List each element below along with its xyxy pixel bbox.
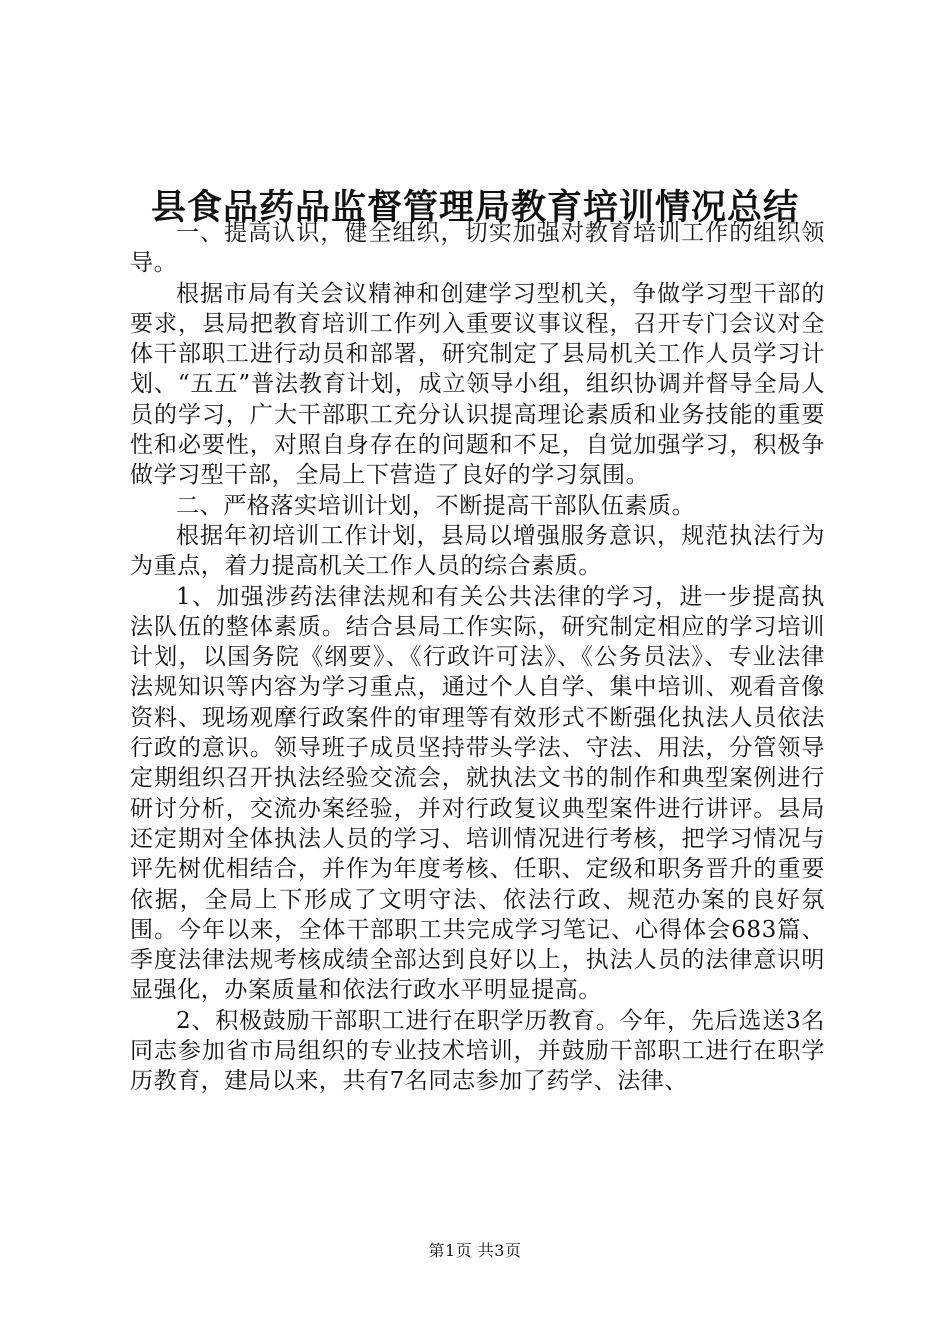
paragraph-item-one: 1、加强涉药法律法规和有关公共法律的学习，进一步提高执法队伍的整体素质。结合县局工作实际，研究制定相应的学习培训计划，以国务院《纲要》、《行政许可法》、《公务员法》、专业法律法规知识等内容为学习重点，通过个人自学、集中培训、观看音像资料、现场观摩行政案件的审理等有效形式不断强化执法人员依法行政的意识。领导班子成员坚持带头学法、守法、用法，分管领导定期组织召开执法经验交流会，就执法文书的制作和典型案例进行研讨分析，交流办案经验，并对行政复议典型案件进行讲评。县局还定期对全体执法人员的学习、培训情况进行考核，把学习情况与评先树优相结合，并作为年度考核、任职、定级和职务晋升的重要依据，全局上下形成了文明守法、依法行政、规范办案的良好氛围。今年以来，全体干部职工共完成学习笔记、心得体会683篇、季度法律法规考核成绩全部达到良好以上，执法人员的法律意识明显强化，办案质量和依法行政水平明显提高。	[130, 583, 825, 1004]
document-body	[130, 218, 825, 1097]
paragraph-section-one-heading: 一、提高认识，健全组织，切实加强对教育培训工作的组织领导。	[130, 220, 825, 277]
document-title: 县食品药品监督管理局教育培训情况总结	[150, 188, 799, 228]
paragraph-section-two-intro: 根据年初培训工作计划，县局以增强服务意识，规范执法行为为重点，着力提高机关工作人员的综合素质。	[130, 522, 825, 580]
paragraph-section-two-heading: 二、严格落实培训计划，不断提高干部队伍素质。	[176, 492, 696, 519]
paragraph-section-one-body: 根据市局有关会议精神和创建学习型机关，争做学习型干部的要求，县局把教育培训工作列入重要议事议程，召开专门会议对全体干部职工进行动员和部署，研究制定了县局机关工作人员学习计划、“五五”普法教育计划，成立领导小组，组织协调并督导全局人员的学习，广大干部职工充分认识提高理论素质和业务技能的重要性和必要性，对照自身存在的问题和不足，自觉加强学习，积极争做学习型干部，全局上下营造了良好的学习氛围。	[130, 280, 825, 489]
paragraph-item-two: 2、积极鼓励干部职工进行在职学历教育。今年，先后选送3名同志参加省市局组织的专业技术培训，并鼓励干部职工进行在职学历教育，建局以来，共有7名同志参加了药学、法律、	[130, 1007, 825, 1095]
page-number-footer: 第1页 共3页	[428, 1241, 522, 1260]
